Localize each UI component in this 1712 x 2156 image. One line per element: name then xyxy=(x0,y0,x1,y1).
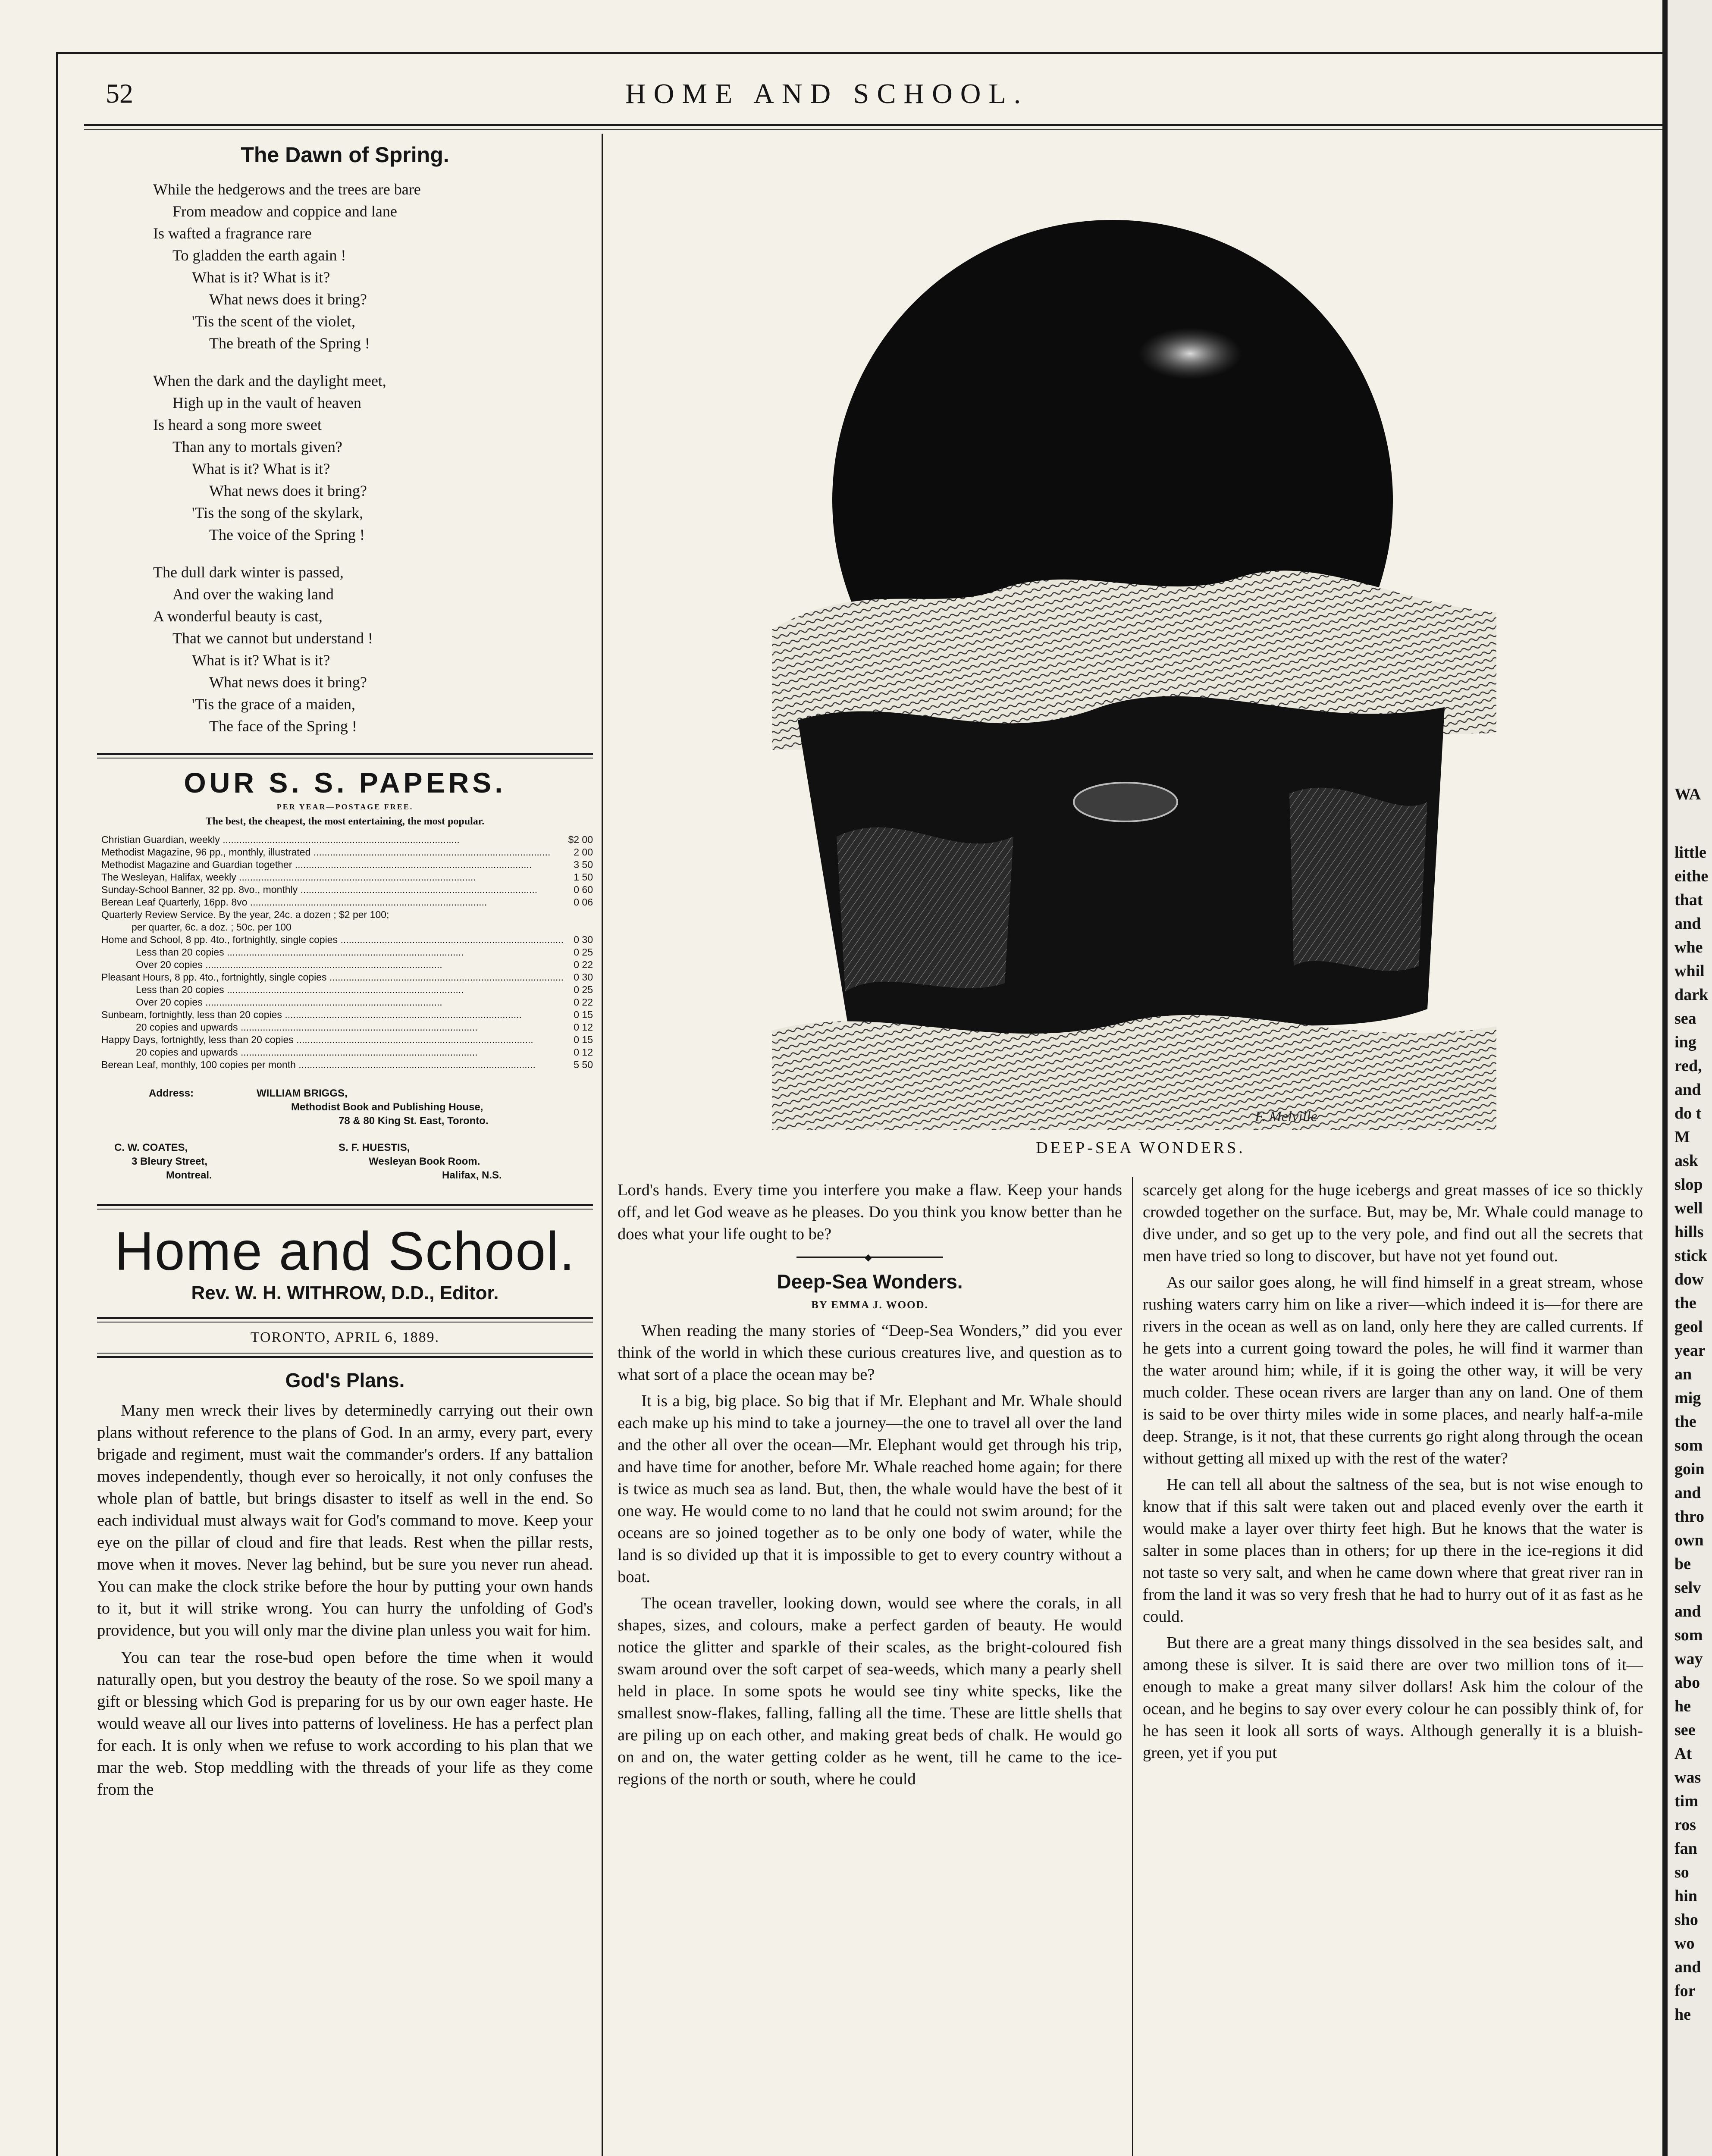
poem-stanza-3 xyxy=(153,561,593,737)
agent-line: Wesleyan Book Room. xyxy=(369,1156,480,1167)
paragraph: But there are a great many things dissolved in the sea besides salt, and among these is silver. It is said there are over two million tons of it—enough to make a great many silver dollars! Ask him the colour of the ocean, and he begins to say over every colour he can possibly think of, for he has seen it look all sorts of ways. Although generally it is a bluish-green, yet if you put xyxy=(1143,1634,1643,1762)
price-row xyxy=(101,959,593,971)
price-label: Home and School, 8 pp. 4to., fortnightly, single copies ..... xyxy=(101,934,563,946)
facing-page-fragment: see xyxy=(1674,1721,1696,1739)
price-value: 1 50 xyxy=(574,871,593,883)
deep-sea-illustration xyxy=(772,190,1496,1130)
facing-page-fragment: eithe xyxy=(1674,867,1709,885)
poem-line: When the dark and the daylight meet, xyxy=(153,372,386,389)
price-label: 20 copies and upwards ..... xyxy=(136,1046,563,1059)
facing-page-fragment: whil xyxy=(1674,962,1705,980)
price-value: 2 00 xyxy=(574,846,593,858)
engraving-image xyxy=(772,190,1496,1130)
facing-page-fragment: he xyxy=(1674,1697,1691,1715)
poem-line: Is heard a song more sweet xyxy=(153,416,322,433)
facing-page-fragment: abo xyxy=(1674,1673,1700,1692)
facing-page-fragment: goin xyxy=(1674,1460,1705,1478)
facing-page-fragment: do t xyxy=(1674,1104,1702,1122)
coral-mass xyxy=(1289,788,1427,971)
facing-page-fragment: was xyxy=(1674,1768,1701,1786)
moon-glow xyxy=(1138,328,1242,379)
publisher-address xyxy=(149,1087,593,1128)
agent-line: 3 Bleury Street, xyxy=(132,1156,208,1167)
poem-line: What is it? What is it? xyxy=(192,460,330,477)
byline: BY EMMA J. WOOD. xyxy=(811,1299,928,1311)
facing-page-fragment: and xyxy=(1674,1081,1701,1099)
poem-stanza-1 xyxy=(153,179,593,354)
facing-page-fragment: year xyxy=(1674,1341,1706,1360)
facing-page-fragment: hills xyxy=(1674,1223,1704,1241)
facing-page-fragment: selv xyxy=(1674,1579,1701,1597)
fish-shape xyxy=(1074,783,1177,821)
price-value: 0 15 xyxy=(574,1009,593,1020)
facing-page-fragment: ask xyxy=(1674,1152,1698,1170)
poem-line: High up in the vault of heaven xyxy=(172,394,361,411)
address-line: WILLIAM BRIGGS, xyxy=(257,1087,348,1099)
facing-page-fragment: he xyxy=(1674,2006,1691,2024)
price-label: Christian Guardian, weekly ..... xyxy=(101,834,563,846)
facing-page-fragment: tim xyxy=(1674,1792,1698,1810)
price-label: Less than 20 copies ..... xyxy=(136,984,563,996)
price-row xyxy=(101,984,593,996)
price-row xyxy=(101,846,593,859)
facing-page-fragment: WA xyxy=(1674,785,1701,803)
facing-page-fragment: little xyxy=(1674,843,1706,862)
section-rule xyxy=(97,1204,593,1210)
price-value: 0 60 xyxy=(574,884,593,895)
paragraph: Lord's hands. Every time you interfere you make a flaw. Keep your hands off, and let God weave as he pleases. Do you think you know better than he does what your life ought to be? xyxy=(618,1181,1122,1243)
paragraph: As our sailor goes along, he will find himself in a great stream, whose rushing waters carry him on like a river—which indeed it is—for there are rivers in the ocean as well as on land, only here they are called currents. If he gets into a current going toward the poles, he will find it warmer than the water around him; while, if it is going the other way, it will be very much colder. These ocean rivers are larger than any on land. One of them is said to be over thirty miles wide in some places, and nearly half-a-mile deep. Strange, is it not, that these currents go right along through the ocean without getting all mixed up with the rest of the water? xyxy=(1143,1273,1643,1467)
facing-page-fragment: so xyxy=(1674,1863,1689,1881)
agent-line: C. W. COATES, xyxy=(114,1142,188,1153)
facing-page-fragment: M xyxy=(1674,1128,1690,1146)
facing-page-fragment: be xyxy=(1674,1555,1691,1573)
deep-sea-body-col3 xyxy=(1143,1179,1643,1764)
facing-page-fragment: fan xyxy=(1674,1839,1697,1858)
poem-line: What news does it bring? xyxy=(209,674,367,691)
facing-page-fragment: whe xyxy=(1674,938,1703,956)
facing-page-fragment: the xyxy=(1674,1413,1696,1431)
facing-page-fragment: sea xyxy=(1674,1009,1696,1028)
price-row xyxy=(101,1059,593,1071)
facing-page-fragment: thro xyxy=(1674,1507,1704,1526)
poem-line: The voice of the Spring ! xyxy=(209,526,365,543)
paragraph: scarcely get along for the huge icebergs and great masses of ice so thickly crowded together on the surface. But, may be, Mr. Whale could manage to dive under, and so get up to the very pole, and find out all the secrets that men have tried so long to discover, but have not yet found out. xyxy=(1143,1181,1643,1265)
facing-page-fragment: hin xyxy=(1674,1887,1697,1905)
poem-line: Than any to mortals given? xyxy=(172,438,342,455)
section-rule xyxy=(97,753,593,758)
price-row xyxy=(101,1034,593,1046)
sea-floor xyxy=(772,1015,1496,1130)
poem-line: What news does it bring? xyxy=(209,291,367,308)
paragraph: When reading the many stories of “Deep-Sea Wonders,” did you ever think of the world in which these curious creatures live, and question as to what sort of a place the ocean may be? xyxy=(618,1322,1122,1384)
facing-page-fragment: wo xyxy=(1674,1934,1695,1952)
papers-subtitle: PER YEAR—POSTAGE FREE. xyxy=(276,802,414,811)
facing-page-fragment: sho xyxy=(1674,1911,1698,1929)
facing-page-fragment: dark xyxy=(1674,986,1709,1004)
price-row xyxy=(101,896,593,909)
facing-page-fragment: som xyxy=(1674,1436,1703,1454)
price-row xyxy=(101,971,593,984)
facing-page-fragment: for xyxy=(1674,1982,1696,2000)
facing-page-fragment: red, xyxy=(1674,1057,1702,1075)
running-title: HOME AND SCHOOL. xyxy=(625,78,1029,110)
papers-title: OUR S. S. PAPERS. xyxy=(184,767,506,799)
price-value: 0 30 xyxy=(574,934,593,945)
agents-block xyxy=(114,1141,593,1182)
price-value: 0 22 xyxy=(574,997,593,1008)
gutter-shadow xyxy=(1662,0,1668,2156)
price-label: Less than 20 copies ..... xyxy=(136,946,563,959)
facing-page-fragment: dow xyxy=(1674,1270,1704,1288)
poem-line: 'Tis the scent of the violet, xyxy=(192,313,356,330)
deep-sea-title: Deep-Sea Wonders. xyxy=(777,1270,963,1293)
section-rule xyxy=(97,1353,593,1358)
price-label: Methodist Magazine, 96 pp., monthly, illustrated ..... xyxy=(101,846,563,859)
price-value: 0 22 xyxy=(574,959,593,970)
poem-line: Is wafted a fragrance rare xyxy=(153,225,312,242)
price-row xyxy=(101,884,593,896)
poem-line: That we cannot but understand ! xyxy=(172,630,373,647)
poem-line: 'Tis the grace of a maiden, xyxy=(192,696,356,713)
poem-stanza-2 xyxy=(153,370,593,546)
facing-page-fragment: way xyxy=(1674,1650,1703,1668)
address-label: Address: xyxy=(149,1087,194,1099)
facing-page-fragment: and xyxy=(1674,915,1701,933)
price-label: Pleasant Hours, 8 pp. 4to., fortnightly, single copies ..... xyxy=(101,971,563,984)
facing-page-fragment: mig xyxy=(1674,1389,1701,1407)
gods-plans-continuation xyxy=(618,1179,1122,1245)
price-label: Happy Days, fortnightly, less than 20 copies ..... xyxy=(101,1034,563,1046)
dateline: TORONTO, APRIL 6, 1889. xyxy=(250,1329,440,1345)
price-row xyxy=(101,1021,593,1034)
price-row xyxy=(101,1009,593,1021)
facing-page-fragment: ing xyxy=(1674,1033,1696,1051)
right-column xyxy=(1143,1179,1643,1764)
artist-signature: F. Melville xyxy=(1255,1109,1317,1125)
column-divider-1 xyxy=(602,134,603,2156)
masthead-editor: Rev. W. H. WITHROW, D.D., Editor. xyxy=(191,1282,499,1304)
facing-page-fragment: and xyxy=(1674,1958,1701,1976)
gods-plans-title: God's Plans. xyxy=(285,1369,405,1391)
paragraph: It is a big, big place. So big that if Mr. Elephant and Mr. Whale should each make up his mind to take a journey—the one to travel all over the land and the other all over the ocean—Mr. Elephant would get through his trip, and have time for another, before Mr. Whale reached home again; for there is twice as much sea as land. But, then, the whale would have the best of it one way. He would come to no land that he could not swim around; for the oceans are so joined together as to be only one body of water, while the land is so divided up that it is impossible to get to every country without a boat. xyxy=(618,1392,1122,1586)
price-row xyxy=(101,1046,593,1059)
facing-page-fragment: and xyxy=(1674,1602,1701,1620)
paragraph: He can tell all about the saltness of the sea, but is not wise enough to know that if this salt were taken out and placed evenly over the earth it would make a layer over thirty feet high. But he knows that the water is salter in some places than in others; for up there in the ice-regions it did not taste so very salt, and when he came down where that great river ran in from the land it was so very fresh that he had to hurry out of it as fast as he could. xyxy=(1143,1476,1643,1626)
address-block xyxy=(257,1087,489,1128)
facing-page-fragment: and xyxy=(1674,1484,1701,1502)
coral-mass xyxy=(837,827,1013,992)
price-note: per quarter, 6c. a doz. ; 50c. per 100 xyxy=(132,921,292,933)
poem-line: The face of the Spring ! xyxy=(209,718,357,735)
facing-page-fragment: own xyxy=(1674,1531,1704,1549)
poem-line: And over the waking land xyxy=(172,586,334,603)
poem-line: What news does it bring? xyxy=(209,482,367,499)
price-row xyxy=(101,934,593,946)
header-rule xyxy=(84,124,1662,126)
facing-page-fragment: well xyxy=(1674,1199,1703,1217)
poem-line: The breath of the Spring ! xyxy=(209,335,370,352)
poem-line: From meadow and coppice and lane xyxy=(172,203,397,220)
poem-line: To gladden the earth again ! xyxy=(172,247,346,264)
price-value: 0 12 xyxy=(574,1047,593,1058)
facing-page-fragment: At xyxy=(1674,1745,1692,1763)
masthead-title: Home and School. xyxy=(114,1221,576,1282)
poem-title: The Dawn of Spring. xyxy=(241,143,449,167)
price-label: Methodist Magazine and Guardian together ..... xyxy=(101,859,563,871)
price-value: $2 00 xyxy=(568,834,593,845)
paragraph: The ocean traveller, looking down, would see where the corals, in all shapes, sizes, and colours, make a perfect garden of beauty. He would notice the glitter and sparkle of their scales, as the bright-coloured fish swam around over the soft carpet of sea-weeds, which many a pearly shell held in place. In some spots he would see tiny white specks, like the smallest snow-flakes, falling, falling all the time. These are little shells that are piling up on each other, and making great beds of chalk. He would go on and on, the water getting colder as he went, till he came to the ice-regions of the north or south, where he could xyxy=(618,1594,1122,1788)
gods-plans-body xyxy=(97,1400,593,1801)
column-divider-2 xyxy=(1132,1177,1133,2156)
agent-line: Halifax, N.S. xyxy=(442,1169,502,1181)
agent-montreal xyxy=(114,1141,339,1182)
facing-page-fragment: slop xyxy=(1674,1175,1703,1194)
paragraph: Many men wreck their lives by determinedly carrying out their own plans without reference to the plans of God. In an army, every part, every brigade and regiment, must wait the commander's orders. If any battalion moves independently, though ever so heroically, it not only confuses the whole plan of battle, but brings disaster to itself as well in the end. So each individual must always wait for God's command to move. Keep your eye on the pillar of cloud and fire that leads. Rest when the pillar rests, move when it moves. Never lag behind, but be sure you never run ahead. You can make the clock strike before the hour by putting your own hands to it, but it will strike wrong. You can hurry the unfolding of God's providence, but you will only mar the divine plan unless you wait for him. xyxy=(97,1401,593,1639)
agent-halifax xyxy=(339,1141,502,1182)
agent-line: S. F. HUESTIS, xyxy=(339,1142,410,1153)
paragraph: You can tear the rose-bud open before the time when it would naturally open, but you destroy the beauty of the rose. So we spoil many a gift or blessing which God is preparing for us by our own eager haste. He would weave all our lives into patterns of loveliness. He has a perfect plan for each. It is only when we refuse to work according to his plan that we mar the web. Stop meddling with the threads of your life as they come from the xyxy=(97,1648,593,1799)
poem-line: What is it? What is it? xyxy=(192,652,330,669)
middle-column xyxy=(618,1179,1122,1790)
papers-tagline: The best, the cheapest, the most entertaining, the most popular. xyxy=(205,816,485,827)
poem-line: The dull dark winter is passed, xyxy=(153,564,344,581)
address-line: 78 & 80 King St. East, Toronto. xyxy=(339,1115,489,1127)
price-value: 0 25 xyxy=(574,946,593,958)
facing-page-fragment: geol xyxy=(1674,1318,1703,1336)
price-row xyxy=(101,871,593,884)
poem-line: A wonderful beauty is cast, xyxy=(153,608,323,625)
price-label: Berean Leaf, monthly, 100 copies per month ..... xyxy=(101,1059,563,1071)
ornament-icon: ◆ xyxy=(865,1252,872,1263)
outer-frame-left xyxy=(56,52,58,2156)
price-value: 0 25 xyxy=(574,984,593,995)
facing-page-edge xyxy=(1662,0,1712,2156)
facing-page-fragment: som xyxy=(1674,1626,1703,1644)
ornament-rule xyxy=(796,1252,943,1263)
price-row xyxy=(101,859,593,871)
price-row xyxy=(101,996,593,1009)
price-value: 0 06 xyxy=(574,896,593,908)
price-label: The Wesleyan, Halifax, weekly ..... xyxy=(101,871,563,884)
section-rule xyxy=(97,1317,593,1322)
poem-line: While the hedgerows and the trees are bare xyxy=(153,181,421,198)
address-line: Methodist Book and Publishing House, xyxy=(291,1101,483,1113)
price-value: 0 15 xyxy=(574,1034,593,1045)
price-value: 0 12 xyxy=(574,1022,593,1033)
price-label: Sunbeam, fortnightly, less than 20 copies ..... xyxy=(101,1009,563,1021)
price-value: 0 30 xyxy=(574,971,593,983)
price-label: 20 copies and upwards ..... xyxy=(136,1021,563,1034)
illustration-caption: DEEP-SEA WONDERS. xyxy=(1036,1139,1245,1157)
price-value: 5 50 xyxy=(574,1059,593,1070)
price-note: Quarterly Review Service. By the year, 24c. a dozen ; $2 per 100; xyxy=(101,909,389,920)
facing-page-fragment: the xyxy=(1674,1294,1696,1312)
price-label: Over 20 copies ..... xyxy=(136,996,563,1009)
price-row xyxy=(101,834,593,846)
header-rule-thin xyxy=(84,129,1662,130)
facing-page-fragment: ros xyxy=(1674,1816,1696,1834)
outer-frame-top xyxy=(56,52,1669,54)
price-list xyxy=(101,834,593,1071)
poem-line: What is it? What is it? xyxy=(192,269,330,286)
price-value: 3 50 xyxy=(574,859,593,870)
price-label: Over 20 copies ..... xyxy=(136,959,563,971)
facing-page-fragment: stick xyxy=(1674,1247,1707,1265)
price-label: Berean Leaf Quarterly, 16pp. 8vo ..... xyxy=(101,896,563,909)
agent-line: Montreal. xyxy=(166,1169,212,1181)
facing-page-fragment: that xyxy=(1674,891,1703,909)
page-number: 52 xyxy=(106,78,133,109)
deep-sea-body-col2 xyxy=(618,1320,1122,1790)
price-row xyxy=(101,946,593,959)
poem-line: 'Tis the song of the skylark, xyxy=(192,504,364,521)
facing-page-fragment: an xyxy=(1674,1365,1692,1383)
price-label: Sunday-School Banner, 32 pp. 8vo., monthly ..... xyxy=(101,884,563,896)
left-column xyxy=(97,142,593,1801)
